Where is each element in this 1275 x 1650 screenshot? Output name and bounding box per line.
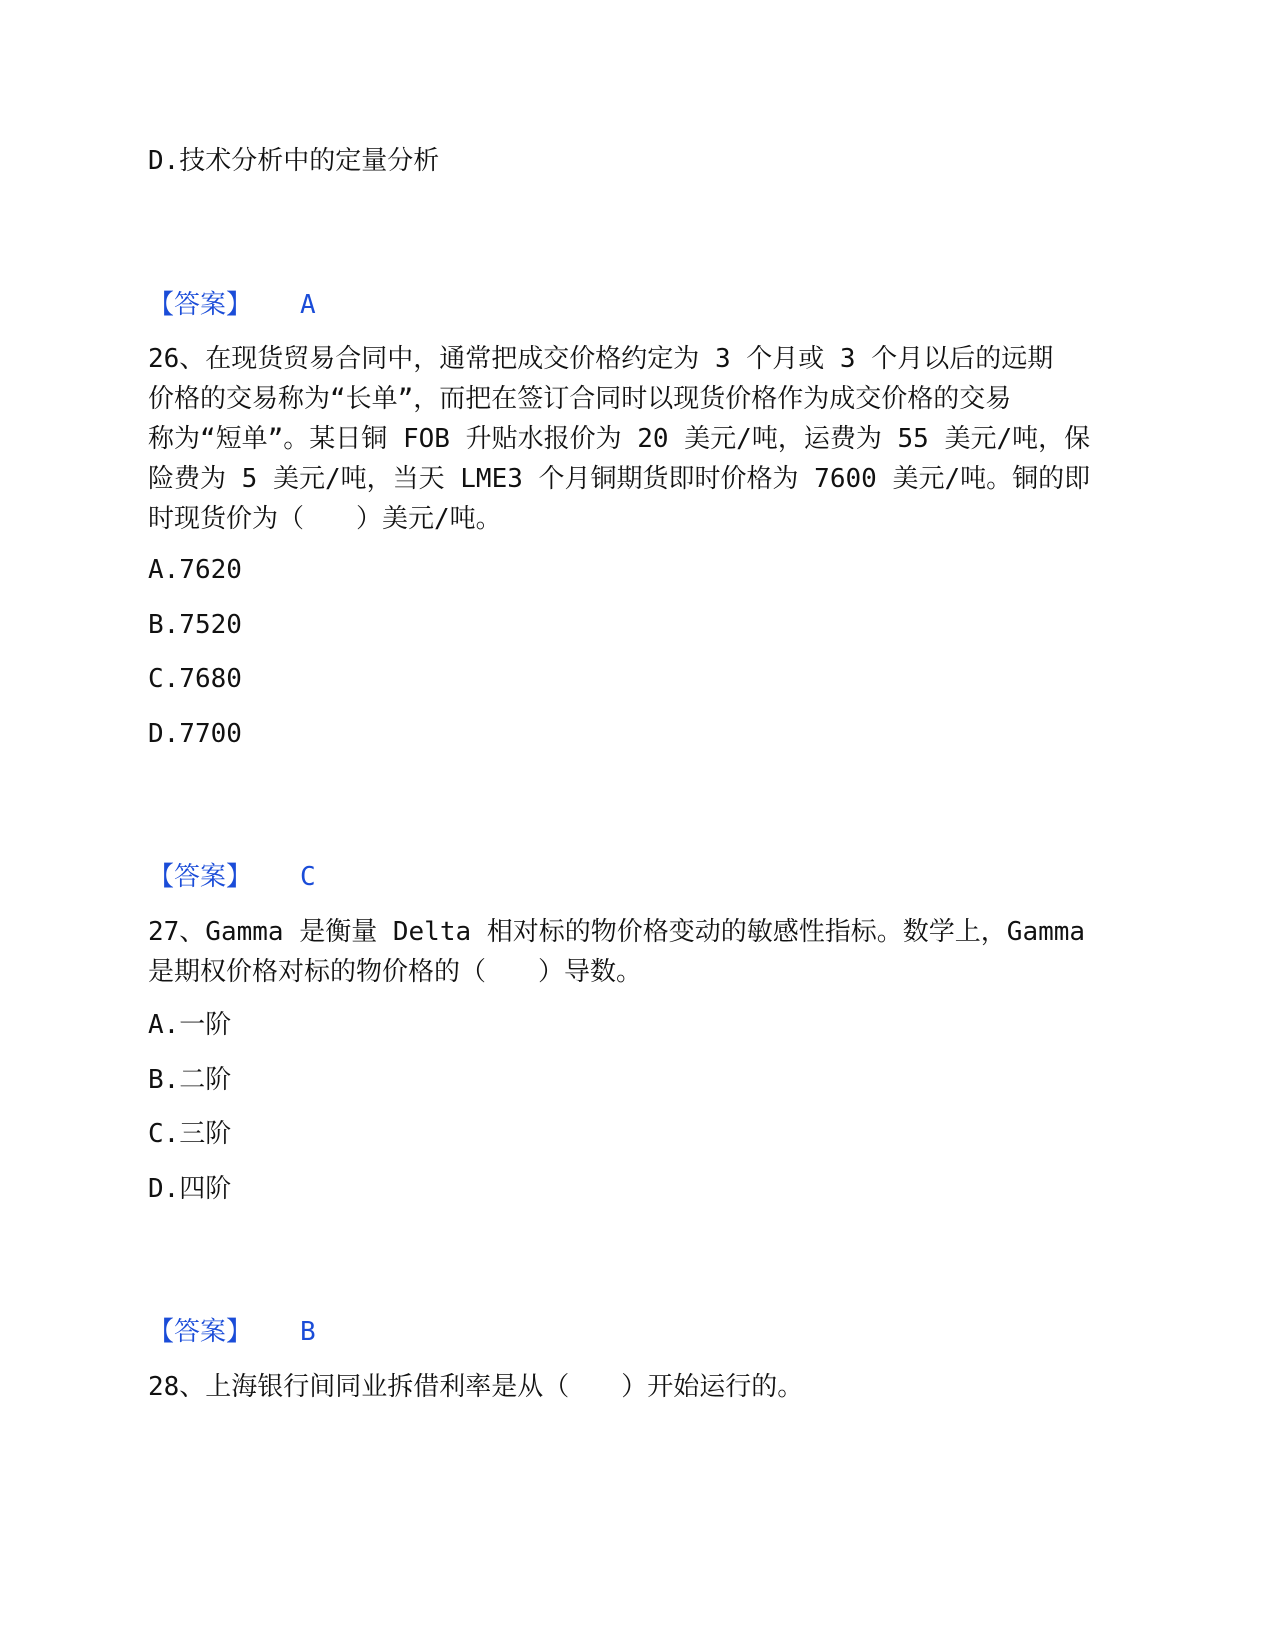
question-27-option-a: A.一阶 — [148, 1010, 232, 1040]
question-26-line: 称为“短单”。某日铜 FOB 升贴水报价为 20 美元/吨，运费为 55 美元/吨，保 — [148, 424, 1091, 454]
answer-q27 — [148, 1312, 316, 1352]
question-28-line: 28、上海银行间同业拆借利率是从（ ）开始运行的。 — [148, 1372, 804, 1402]
question-26-line: 26、在现货贸易合同中，通常把成交价格约定为 3 个月或 3 个月以后的远期 — [148, 344, 1054, 374]
question-26-line: 险费为 5 美元/吨，当天 LME3 个月铜期货即时价格为 7600 美元/吨。铜的即 — [148, 464, 1091, 494]
question-26-line: 价格的交易称为“长单”，而把在签订合同时以现货价格作为成交价格的交易 — [148, 384, 1012, 414]
question-27-option-b: B.二阶 — [148, 1065, 232, 1095]
answer-label: 【答案】 — [148, 862, 253, 892]
answer-q25 — [148, 285, 316, 325]
question-27-option-d: D.四阶 — [148, 1174, 232, 1204]
answer-letter: A — [300, 290, 316, 320]
question-27-option-c: C.三阶 — [148, 1119, 232, 1149]
question-26-line: 时现货价为（ ）美元/吨。 — [148, 504, 502, 534]
answer-label: 【答案】 — [148, 1317, 253, 1347]
answer-letter: C — [300, 862, 316, 892]
question-26-option-b: B.7520 — [148, 610, 242, 640]
question-26-option-c: C.7680 — [148, 664, 242, 694]
question-28-stem — [148, 1367, 1128, 1407]
option-d-previous-question: D.技术分析中的定量分析 — [148, 146, 440, 176]
answer-letter: B — [300, 1317, 316, 1347]
question-27-stem — [148, 912, 1128, 992]
answer-label: 【答案】 — [148, 290, 253, 320]
question-27-line: 是期权价格对标的物价格的（ ）导数。 — [148, 957, 643, 987]
question-26-option-a: A.7620 — [148, 555, 242, 585]
question-26-stem — [148, 339, 1128, 539]
answer-q26 — [148, 857, 316, 897]
question-26-option-d: D.7700 — [148, 719, 242, 749]
question-27-line: 27、Gamma 是衡量 Delta 相对标的物价格变动的敏感性指标。数学上，Gamma — [148, 917, 1086, 947]
